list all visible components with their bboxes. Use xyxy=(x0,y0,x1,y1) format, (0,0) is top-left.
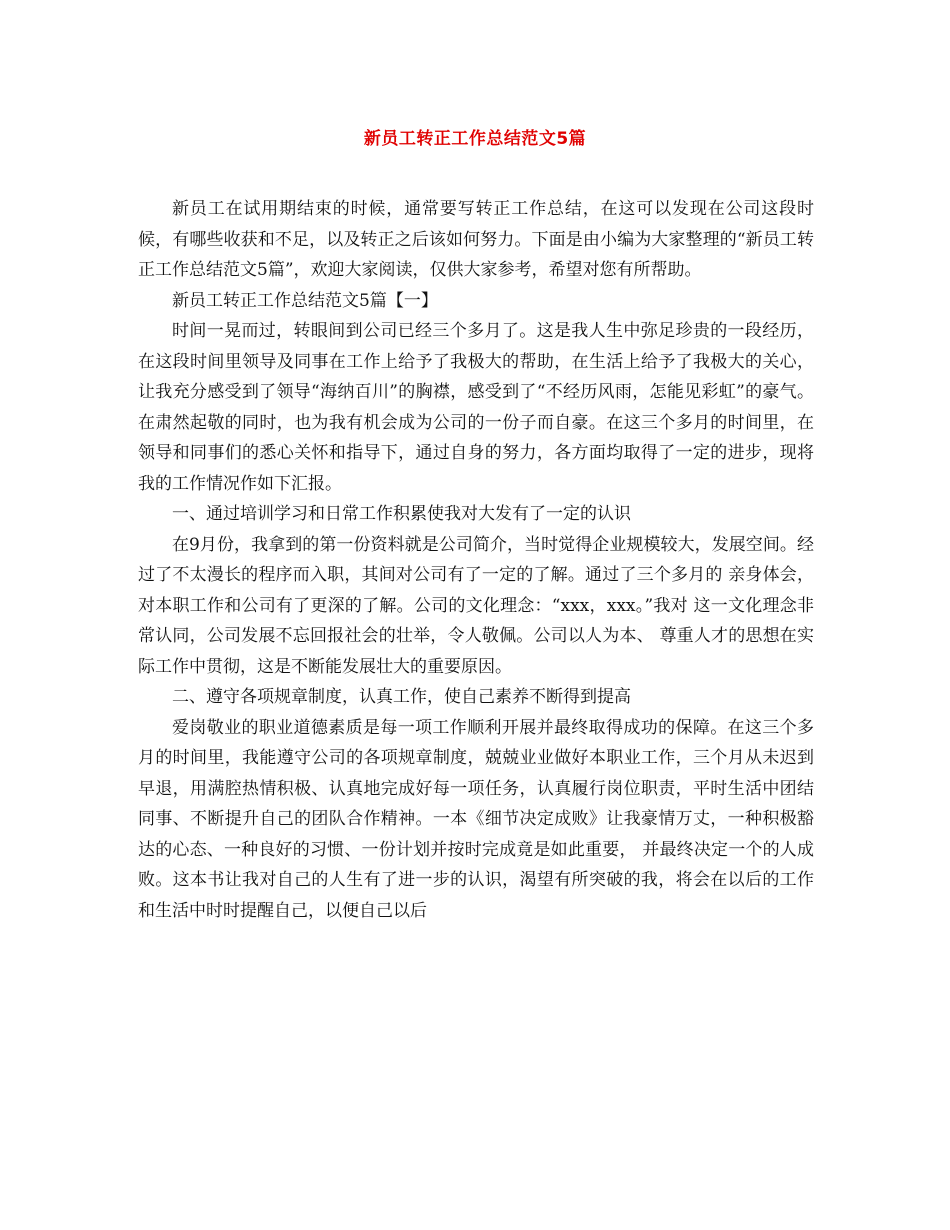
body-paragraph: 在9月份，我拿到的第一份资料就是公司简介，当时觉得企业规模较大，发展空间。经过了不太漫长的程序而入职，其间对公司有了一定的了解。通过了三个多月的 亲身体会，对本职工作和公司有了更深的了解。公司的文化理念：“xxx，xxx。”我对 这一文化理念非常认同，公司发展不忘回报社会的壮举，令人敬佩。公司以人为本、 尊重人才的思想在实际工作中贯彻，这是不断能发展壮大的重要原因。 xyxy=(138,534,814,677)
intro-paragraph: 新员工在试用期结束的时候，通常要写转正工作总结，在这可以发现在公司这段时候，有哪些收获和不足，以及转正之后该如何努力。下面是由小编为大家整理的“新员工转正工作总结范文5篇”，欢迎大家阅读，仅供大家参考，希望对您有所帮助。 xyxy=(138,199,814,280)
subheading-2: 二、遵守各项规章制度，认真工作，使自己素养不断得到提高 xyxy=(172,687,631,707)
document-title: 新员工转正工作总结范文5篇 xyxy=(363,129,587,149)
body-paragraph: 时间一晃而过，转眼间到公司已经三个多月了。这是我人生中弥足珍贵的一段经历，在这段时间里领导及同事在工作上给予了我极大的帮助，在生活上给予了我极大的关心，让我充分感受到了领导“海纳百川”的胸襟，感受到了“不经历风雨，怎能见彩虹”的豪气。在肃然起敬的同时，也为我有机会成为公司的一份子而自豪。在这三个多月的时间里，在领导和同事们的悉心关怀和指导下，通过自身的努力，各方面均取得了一定的进步，现将我的工作情况作如下汇报。 xyxy=(138,321,814,494)
section-heading-1: 新员工转正工作总结范文5篇【一】 xyxy=(172,290,438,311)
subheading-1: 一、通过培训学习和日常工作积累使我对大发有了一定的认识 xyxy=(172,504,631,524)
body-paragraph: 爱岗敬业的职业道德素质是每一项工作顺利开展并最终取得成功的保障。在这三个多月的时间里，我能遵守公司的各项规章制度，兢兢业业做好本职业工作，三个月从未迟到早退，用满腔热情积极、认真地完成好每一项任务，认真履行岗位职责，平时生活中团结同事、不断提升自己的团队合作精神。一本《细节决定成败》让我豪情万丈，一种积极豁达的心态、一种良好的习惯、一份计划并按时完成竟是如此重要， 并最终决定一个的人成败。这本书让我对自己的人生有了进一步的认识，渴望有所突破的我，将会在以后的工作和生活中时时提醒自己，以便自己以后 xyxy=(138,717,814,921)
document-body xyxy=(138,194,814,926)
